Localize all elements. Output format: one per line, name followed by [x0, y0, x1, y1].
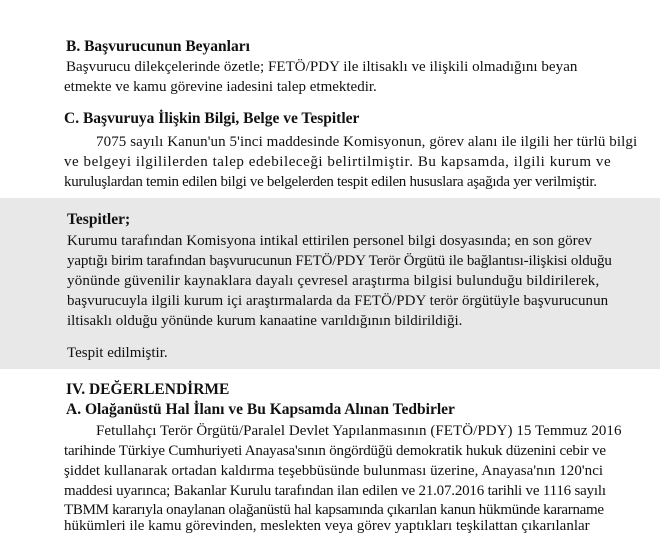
section-c-line-1: 7075 sayılı Kanun'un 5'inci maddesinde Komisyonun, görev alanı ile ilgili her türlü bilgi	[96, 134, 638, 150]
section-iv-line-4: maddesi uyarınca; Bakanlar Kurulu tarafından ilan edilen ve 21.07.2016 tarihli ve 1116 sayılı	[64, 483, 606, 499]
section-iv-line-3: şiddet kullanarak ortadan kaldırma teşebbüsünde bulunması üzerine, Anayasa'nın 120'nci	[64, 463, 604, 479]
section-iv-subheading: A. Olağanüstü Hal İlanı ve Bu Kapsamda Alınan Tedbirler	[66, 401, 455, 418]
findings-line-2: yaptığı birim tarafından başvurucunun FETÖ/PDY Terör Örgütü ile bağlantısı-ilişkisi olduğu	[67, 253, 612, 269]
findings-line-1: Kurumu tarafından Komisyona intikal ettirilen personel bilgi dosyasında; en son görev	[67, 233, 592, 249]
section-b-heading: B. Başvurucunun Beyanları	[66, 38, 250, 55]
section-iv-line-5: TBMM kararıyla onaylanan olağanüstü hal kapsamında çıkarılan kanun hükmünde kararname	[64, 502, 604, 518]
findings-closing: Tespit edilmiştir.	[67, 345, 168, 361]
section-iv-line-1: Fetullahçı Terör Örgütü/Paralel Devlet Yapılanmasının (FETÖ/PDY) 15 Temmuz 2016	[96, 423, 622, 439]
section-c-line-3: kuruluşlardan temin edilen bilgi ve belgelerden tespit edilen hususlara aşağıda yer verilmiştir.	[64, 174, 597, 190]
section-iv-heading: IV. DEĞERLENDİRME	[66, 381, 230, 398]
section-iv-line-6: hükümleri ile kamu görevinden, meslekten veya görev yaptıkları teşkilattan çıkarılanlar	[64, 518, 590, 534]
findings-heading: Tespitler;	[67, 211, 131, 228]
section-b-line-1: Başvurucu dilekçelerinde özetle; FETÖ/PDY ile iltisaklı ve ilişkili olmadığını beyan	[66, 59, 578, 75]
section-c-line-2: ve belgeyi ilgililerden talep edebileceği belirtilmiştir. Bu kapsamda, ilgili kurum ve	[64, 154, 612, 170]
findings-line-3: yönünde güvenilir kaynaklara dayalı çevresel araştırma bilgisi bulunduğu bildirilerek,	[67, 273, 600, 289]
section-c-heading: C. Başvuruya İlişkin Bilgi, Belge ve Tespitler	[64, 110, 360, 127]
section-iv-line-2: tarihinde Türkiye Cumhuriyeti Anayasa'sının öngördüğü demokratik hukuk düzenini cebir ve	[64, 443, 606, 459]
findings-line-5: iltisaklı olduğu yönünde kurum kanaatine varıldığının bildirildiği.	[67, 313, 463, 329]
findings-line-4: başvurucuyla ilgili kurum içi araştırmalarda da FETÖ/PDY terör örgütüyle başvurucunun	[67, 293, 609, 309]
section-b-line-2: etmekte ve kamu görevine iadesini talep etmektedir.	[64, 79, 377, 95]
